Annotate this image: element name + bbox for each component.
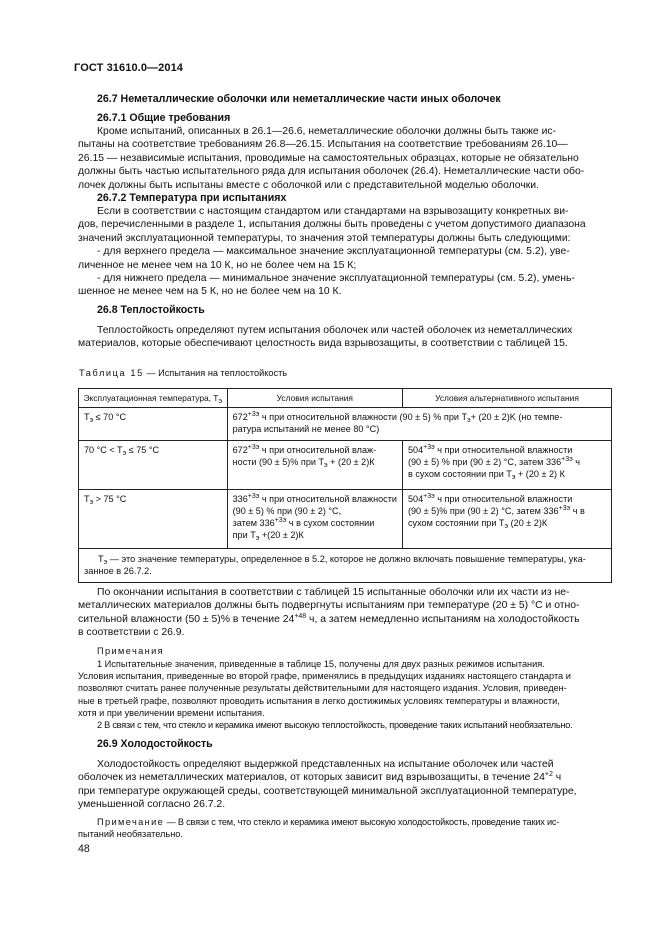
text-line: значений эксплуатационной температуры, то значения этой температуры должны быть следующими: (78, 232, 571, 244)
text-line: личенное не менее чем на 10 К, но не более чем на 15 К; (78, 259, 357, 271)
section-26-7-2-body (78, 205, 613, 299)
table-cell-alt-conditions: $504^{+3э}$ ч при относительной влажности (90 ± 5)% при (90 ± 2) °С, затем $336^{+3э}$ ч в сухом состоянии при $T_э$ (20 ± 2)К (402, 490, 611, 549)
text-line: Кроме испытаний, описанных в 26.1—26.6, неметаллические оболочки должны быть также ис- (97, 126, 557, 137)
table-cell-conditions: $336^{+3э}$ ч при относительной влажности (90 ± 5) % при (90 ± 2) °С, затем $336^{+3э}$ ч в сухом состоянии при $T_э +(20 \pm 2)К$ (227, 490, 402, 549)
table-row (79, 490, 612, 549)
section-26-9-note: Примечание — В связи с тем, что стекло и керамика имеют высокую холодостойкость, проведение таких ис- пытаний необязательно. (78, 817, 560, 840)
table-row (79, 408, 612, 441)
text-line: шенное не менее чем на 5 К, но не более чем на 10 К. (78, 286, 342, 298)
section-26-8-body (78, 324, 613, 351)
column-header-alt-conditions: Условия альтернативного испытания (402, 389, 611, 408)
section-26-9-title: 26.9 Холодостойкость (97, 738, 213, 750)
document-id: ГОСТ 31610.0—2014 (74, 62, 184, 74)
text-line: должны быть частью испытательного ряда для испытания оболочек (26.4). Неметаллические части обо- (78, 166, 585, 178)
after-table-paragraph: По окончании испытания в соответствии с таблицей 15 испытанные оболочки или их части из не- металлических материалов должны быть подвергнуты испытаниям при температуре (20 ± 5) °С и отно- сительной влажности (50 ± 5)% в течение $24^{+48}$ ч, а затем немедленно испытаниям на холодостойкость в соответствии с 26.9. (78, 587, 580, 639)
text-line: 26.15 — независимые испытания, проводимые на самостоятельных образцах, которые не обязательно (78, 152, 579, 164)
text-line: дов, перечисленными в разделе 1, испытания должны быть проведены с учетом допустимого диапазона (78, 219, 586, 231)
notes-title: Примечания (97, 646, 165, 656)
table-15 (78, 388, 612, 583)
page-number: 48 (78, 843, 90, 855)
section-26-7-2-title: 26.7.2 Температура при испытаниях (97, 192, 287, 204)
cell-line: $672^{+3э}$ ч при относительной влажности (90 ± 5) % при $T_э+ (20 \pm 2)K$ (но темпе- (232, 411, 563, 424)
text-line: Если в соответствии с настоящим стандартом или стандартами на взрывозащиту конкретных ви- (97, 206, 569, 217)
table-cell-conditions (227, 408, 611, 441)
table-cell-conditions: $672^{+3э}$ ч при относительной влаж- ности (90 ± 5)% при $T_э + (20 \pm 2)К$ (227, 441, 402, 490)
table-cell-temperature: 70 $^\circ C < T_э \le 75$ °C (79, 441, 228, 490)
text-line: - для нижнего предела — минимальное значение эксплуатационной температуры (см. 5.2), умень- (97, 273, 575, 285)
section-26-7-1-title: 26.7.1 Общие требования (97, 112, 231, 124)
text-line: - для верхнего предела — максимальное значение эксплуатационной температуры (см. 5.2), уве- (97, 246, 570, 258)
column-header-conditions: Условия испытания (227, 389, 402, 408)
text-line: лочек должны быть испытаны вместе с оболочкой или с представительной моделью оболочки. (78, 179, 539, 191)
text-line: Теплостойкость определяют путем испытания оболочек или частей оболочек из неметаллических (97, 325, 573, 336)
cell-line: ратура испытаний не менее 80 °С) (232, 424, 380, 434)
table-row (79, 441, 612, 490)
notes-body: 1 Испытательные значения, приведенные в таблице 15, получены для двух разных режимов испытания. Условия испытания, приведенные во второй графе, применялись в предыдущих изданиях настоящего стандарта и позволяют считать ранее полученные результаты действительными для настоящего издания. Условия, приведен- ные в третьей графе, позволяют проводить испытания в легко достижимых условиях температуры и влажности, хотя и при увеличении времени испытания. 2 В связи с тем, что стекло и керамика имеют высокую теплостойкость, проведение таких испытаний необязательно. (78, 659, 573, 731)
section-26-8-title: 26.8 Теплостойкость (97, 304, 205, 316)
text-line: материалов, которые обеспечивают целостность вида взрывозащиты, в соответствии с таблицей 15. (78, 338, 568, 350)
table-cell-alt-conditions: $504^{+3э}$ ч при относительной влажности (90 ± 5) % при (90 ± 2) °С, затем $336^{+3э}$ ч в сухом состоянии при $T_э + (20 \pm 2)$ К (402, 441, 611, 490)
table-header-row (79, 389, 612, 408)
table-cell-temperature: $T_э > 75$ °C (79, 490, 228, 549)
section-26-7-title: 26.7 Неметаллические оболочки или неметаллические части иных оболочек (97, 93, 501, 105)
table-footnote-row (79, 549, 612, 583)
section-26-7-1-body (78, 125, 613, 192)
table-footnote: $T_э$ — это значение температуры, определенное в 5.2, которое не должно включать повышение температуры, ука- занное в 26.7.2. (79, 549, 612, 583)
column-header-temperature: Эксплуатационная температура, $T_э$ (79, 389, 228, 408)
section-26-9-body: Холодостойкость определяют выдержкой представленных на испытание оболочек или частей оболочек из неметаллических материалов, от которых зависит вид взрывозащиты, в течение $24^{+2}$ ч при температуре окружающей среды, соответствующей минимальной эксплуатационной температуре, уменьшенной согласно 26.7.2. (78, 759, 577, 811)
table-cell-temperature: $T_э \le 70$ °C (79, 408, 228, 441)
table-15-caption: Таблица 15 — Испытания на теплостойкость (79, 368, 288, 378)
text-line: пытаны на соответствие требованиям 26.8—26.15. Испытания на соответствие требованиям 26.10— (78, 139, 568, 151)
